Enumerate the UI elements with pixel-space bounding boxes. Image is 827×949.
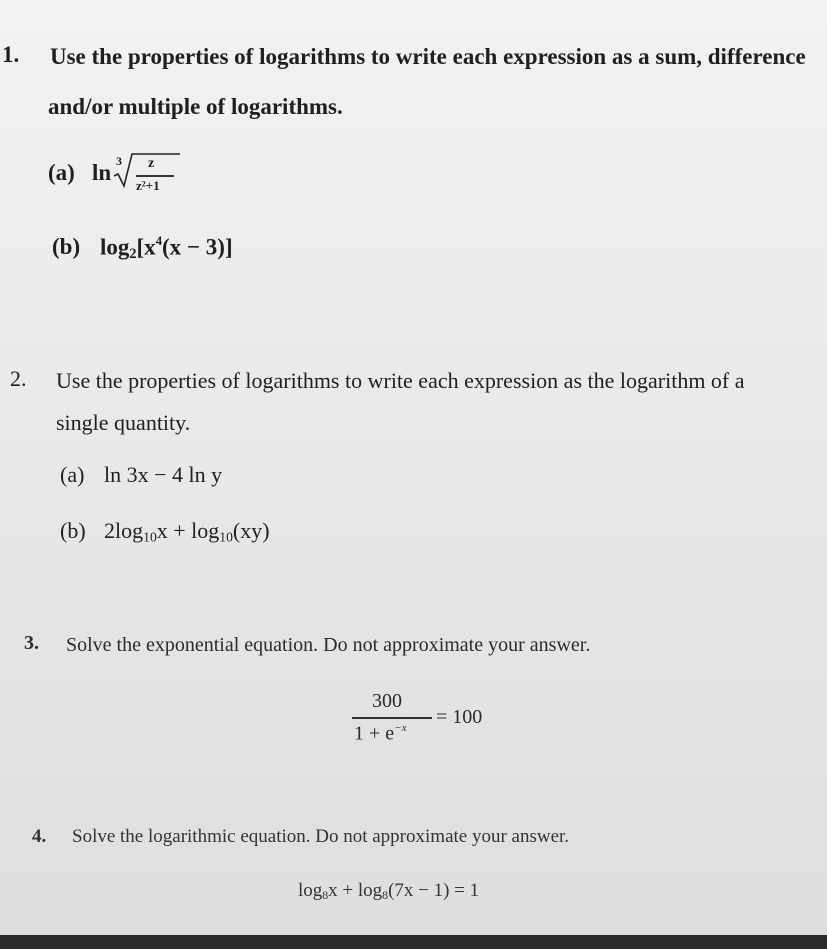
q1b-base: 2 — [129, 246, 137, 263]
q1-instruction-line1: Use the properties of logarithms to write each expression as a sum, difference — [50, 44, 806, 69]
q1a-fraction-bar — [136, 175, 174, 177]
q4-base2: 8 — [382, 888, 389, 902]
q2b-expression — [104, 518, 270, 545]
q4-arg1: x + log — [328, 880, 383, 901]
q1a-numerator: z — [148, 156, 155, 171]
q1a-label: (a) — [48, 160, 75, 185]
q1a-root-index: 3 — [116, 154, 122, 168]
q1a-denominator: z²+1 — [136, 178, 160, 193]
q2-number: 2. — [10, 366, 27, 391]
q1b-exponent: 4 — [155, 234, 163, 248]
q3-fraction-bar — [352, 717, 432, 719]
q3-rhs: = 100 — [436, 706, 483, 728]
q2b-base2: 10 — [219, 529, 233, 545]
q2b-coef: 2log — [104, 518, 144, 543]
q2-instruction-line1: Use the properties of logarithms to write each expression as the logarithm of a — [56, 368, 745, 393]
q3-numerator: 300 — [372, 690, 402, 712]
q2b-label: (b) — [60, 518, 86, 543]
page-bottom-edge — [0, 935, 827, 949]
q4-log1: log — [298, 880, 323, 901]
q1-instruction-line2: and/or multiple of logarithms. — [48, 94, 343, 119]
q1a-ln: ln — [92, 160, 112, 185]
q2b-arg1: x + log — [156, 518, 220, 543]
q3-instruction: Solve the exponential equation. Do not approximate your answer. — [66, 634, 591, 656]
q2-instruction-line2: single quantity. — [56, 410, 191, 435]
q3-denominator-exponent: −x — [394, 722, 407, 734]
q4-number: 4. — [32, 826, 47, 847]
q4-arg2: (7x − 1) = 1 — [388, 880, 480, 901]
q1b-label: (b) — [52, 234, 81, 259]
q1b-log: log — [100, 234, 130, 260]
q3-number: 3. — [24, 632, 39, 654]
q1b-arg-open: [x — [136, 234, 156, 260]
q3-denominator-base: 1 + e — [354, 722, 395, 745]
q4-equation — [298, 880, 479, 903]
q2a-expression: ln 3x − 4 ln y — [104, 462, 223, 487]
q1-number: 1. — [2, 42, 20, 67]
q2b-arg2: (xy) — [232, 518, 270, 543]
q1b-expression — [100, 234, 233, 263]
q4-instruction: Solve the logarithmic equation. Do not approximate your answer. — [72, 826, 570, 847]
q3-denominator — [354, 722, 406, 745]
q2b-base1: 10 — [143, 529, 157, 545]
q2a-label: (a) — [60, 462, 85, 487]
q1b-arg-close: (x − 3)] — [162, 234, 233, 260]
q4-base1: 8 — [322, 888, 329, 902]
